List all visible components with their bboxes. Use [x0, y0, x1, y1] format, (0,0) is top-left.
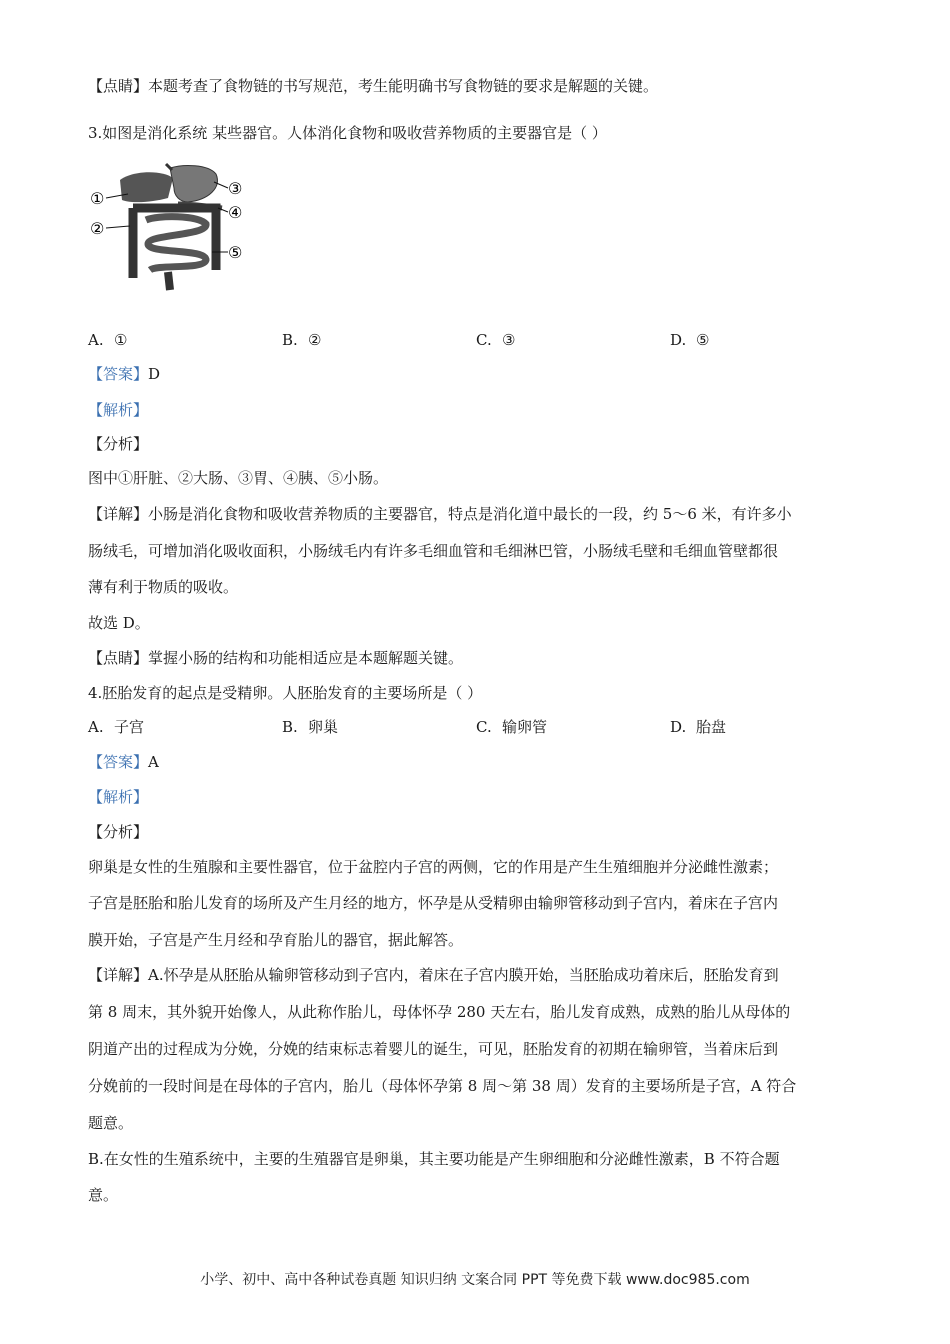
q4-b-1: B.在女性的生殖系统中，主要的生殖器官是卵巢，其主要功能是产生卵细胞和分泌雌性激素，B 不符合题 [88, 1150, 780, 1168]
q4-b-2: 意。 [88, 1186, 119, 1204]
page-footer: 小学、初中、高中各种试卷真题 知识归纳 文案合同 PPT 等免费下载 www.doc985.com [200, 1272, 750, 1288]
q3-xiangjie-1: 【详解】小肠是消化食物和吸收营养物质的主要器官，特点是消化道中最长的一段，约 5～6 米，有许多小 [88, 505, 792, 523]
q3-xiangjie-2: 肠绒毛，可增加消化吸收面积，小肠绒毛内有许多毛细血管和毛细淋巴管，小肠绒毛壁和毛细血管壁都很 [88, 542, 779, 560]
q3-stem: 3.如图是消化系统 某些器官。人体消化食物和吸收营养物质的主要器官是（ ） [88, 124, 607, 142]
q4-fenxi-1: 卵巢是女性的生殖腺和主要性器官，位于盆腔内子宫的两侧，它的作用是产生生殖细胞并分泌雌性激素； [88, 858, 779, 876]
answer-value: D [148, 365, 161, 383]
q3-guxuan: 故选 D。 [88, 614, 150, 632]
figure-label-3: ③ [228, 179, 243, 198]
q4-fenxi-tag: 【分析】 [88, 823, 149, 841]
q4-jiexi-tag: 【解析】 [88, 788, 149, 806]
digestive-system-figure [88, 160, 248, 300]
figure-label-2: ② [90, 219, 105, 238]
figure-label-1: ① [90, 189, 105, 208]
q3-option-d: D. ⑤ [670, 331, 710, 349]
q4-fenxi-2: 子宫是胚胎和胎儿发育的场所及产生月经的地方，怀孕是从受精卵由输卵管移动到子宫内，着床在子宫内 [88, 894, 779, 912]
q4-xiangjie-1: 【详解】A.怀孕是从胚胎从输卵管移动到子宫内，着床在子宫内膜开始，当胚胎成功着床后，胚胎发育到 [88, 966, 779, 984]
q3-answer [88, 364, 868, 384]
stomach-shape [170, 166, 217, 202]
q4-answer [88, 752, 868, 772]
q4-xiangjie-4: 分娩前的一段时间是在母体的子宫内，胎儿（母体怀孕第 8 周～第 38 周）发育的主要场所是子宫，A 符合 [88, 1077, 797, 1095]
liver-shape [120, 172, 173, 202]
q4-fenxi-3: 膜开始，子宫是产生月经和孕育胎儿的器官，据此解答。 [88, 931, 464, 949]
q4-option-c: C. 输卵管 [476, 718, 548, 736]
q3-fenxi-text: 图中①肝脏、②大肠、③胃、④胰、⑤小肠。 [88, 469, 389, 487]
answer-value: A [148, 753, 159, 771]
q4-options [88, 717, 868, 737]
q2-dianjing: 【点睛】本题考查了食物链的书写规范，考生能明确书写食物链的要求是解题的关键。 [88, 77, 659, 95]
q3-option-a: A. ① [88, 331, 128, 349]
answer-tag: 【答案】 [88, 365, 149, 383]
figure-label-5: ⑤ [228, 243, 243, 262]
small-intestine-shape [146, 217, 206, 270]
q3-dianjing: 【点睛】掌握小肠的结构和功能相适应是本题解题关键。 [88, 649, 464, 667]
q3-option-b: B. ② [282, 331, 322, 349]
figure-label-4: ④ [228, 203, 243, 222]
q4-stem: 4.胚胎发育的起点是受精卵。人胚胎发育的主要场所是（ ） [88, 684, 483, 702]
q4-xiangjie-5: 题意。 [88, 1114, 134, 1132]
q3-xiangjie-3: 薄有利于物质的吸收。 [88, 578, 239, 596]
q4-xiangjie-3: 阴道产出的过程成为分娩，分娩的结束标志着婴儿的诞生，可见，胚胎发育的初期在输卵管，当着床后到 [88, 1040, 779, 1058]
q4-option-a: A. 子宫 [88, 718, 145, 736]
q4-option-b: B. 卵巢 [282, 718, 339, 736]
q3-fenxi-tag: 【分析】 [88, 435, 149, 453]
answer-tag: 【答案】 [88, 753, 149, 771]
q4-option-d: D. 胎盘 [670, 718, 727, 736]
q4-xiangjie-2: 第 8 周末，其外貌开始像人，从此称作胎儿，母体怀孕 280 天左右，胎儿发育成熟，成熟的胎儿从母体的 [88, 1003, 791, 1021]
q3-jiexi-tag: 【解析】 [88, 401, 149, 419]
q3-options [88, 330, 868, 350]
q3-option-c: C. ③ [476, 331, 516, 349]
